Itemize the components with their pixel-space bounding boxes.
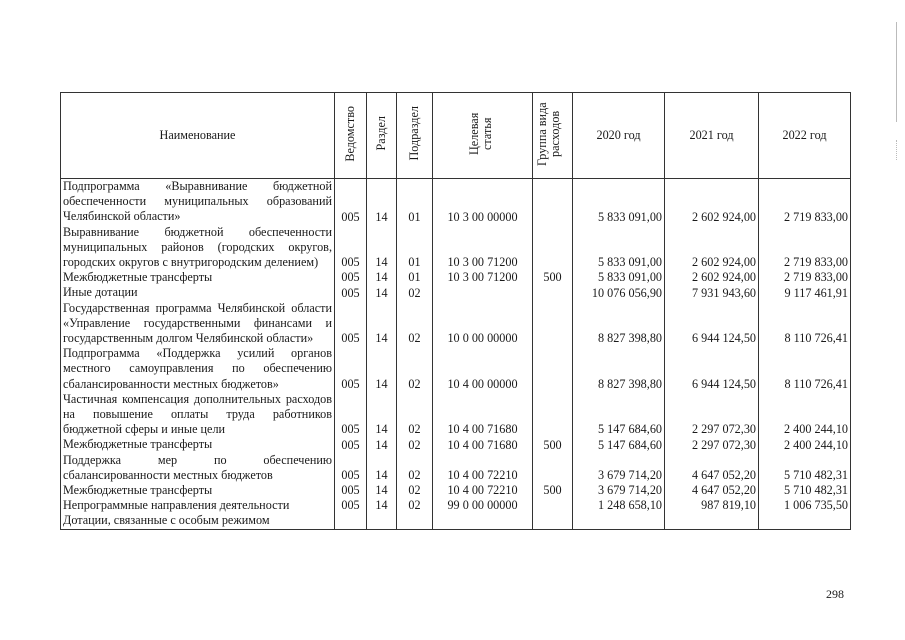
row-2021: 2 602 924,00 (665, 179, 759, 225)
row-dept: 005 (335, 498, 367, 513)
row-target: 10 0 00 00000 (433, 301, 533, 347)
row-target: 10 3 00 00000 (433, 179, 533, 225)
row-2020: 1 248 658,10 (573, 498, 665, 513)
row-section: 14 (367, 179, 397, 225)
row-2022: 8 110 726,41 (759, 346, 851, 392)
row-2022: 2 400 244,10 (759, 392, 851, 438)
row-2021: 6 944 124,50 (665, 301, 759, 347)
row-2020: 5 833 091,00 (573, 179, 665, 225)
table-row (61, 225, 851, 271)
table-row (61, 392, 851, 438)
header-group: Группа вида расходов (533, 93, 573, 179)
row-2020: 3 679 714,20 (573, 453, 665, 483)
row-subsection: 02 (397, 285, 433, 300)
row-dept: 005 (335, 270, 367, 285)
scan-edge-dots (894, 140, 897, 160)
table-row (61, 179, 851, 225)
row-2022: 2 719 833,00 (759, 179, 851, 225)
row-name: Межбюджетные трансферты (61, 483, 335, 498)
row-2020: 5 147 684,60 (573, 437, 665, 452)
row-dept: 005 (335, 346, 367, 392)
row-2022 (759, 513, 851, 529)
row-name: Подпрограмма «Поддержка усилий органов местного самоуправления по обеспечению сбалансированности местных бюджетов» (61, 346, 335, 392)
row-group (533, 285, 573, 300)
row-2020: 5 833 091,00 (573, 270, 665, 285)
row-target: 10 3 00 71200 (433, 270, 533, 285)
row-2022: 2 400 244,10 (759, 437, 851, 452)
row-subsection: 01 (397, 270, 433, 285)
row-name: Непрограммные направления деятельности (61, 498, 335, 513)
row-2021: 987 819,10 (665, 498, 759, 513)
row-target (433, 513, 533, 529)
row-name: Дотации, связанные с особым режимом (61, 513, 335, 529)
row-group: 500 (533, 437, 573, 452)
scan-edge-line (895, 22, 897, 122)
row-target: 99 0 00 00000 (433, 498, 533, 513)
row-subsection: 02 (397, 483, 433, 498)
row-2022: 5 710 482,31 (759, 453, 851, 483)
row-2021: 2 602 924,00 (665, 225, 759, 271)
row-name: Частичная компенсация дополнительных расходов на повышение оплаты труда работников бюджетной сферы и иные цели (61, 392, 335, 438)
row-2020: 8 827 398,80 (573, 346, 665, 392)
row-subsection: 01 (397, 225, 433, 271)
row-2022: 5 710 482,31 (759, 483, 851, 498)
row-2021: 2 602 924,00 (665, 270, 759, 285)
row-group (533, 225, 573, 271)
row-dept: 005 (335, 392, 367, 438)
header-2022: 2022 год (759, 93, 851, 179)
row-dept: 005 (335, 179, 367, 225)
table-row (61, 498, 851, 513)
row-section: 14 (367, 301, 397, 347)
row-2020: 5 147 684,60 (573, 392, 665, 438)
row-subsection: 02 (397, 498, 433, 513)
header-name: Наименование (61, 93, 335, 179)
row-group: 500 (533, 483, 573, 498)
row-2022: 1 006 735,50 (759, 498, 851, 513)
row-2021: 2 297 072,30 (665, 392, 759, 438)
budget-table (60, 92, 851, 530)
header-dept: Ведомство (335, 93, 367, 179)
row-group (533, 513, 573, 529)
row-2020: 5 833 091,00 (573, 225, 665, 271)
row-section: 14 (367, 392, 397, 438)
row-dept: 005 (335, 453, 367, 483)
table-row (61, 513, 851, 529)
row-dept: 005 (335, 483, 367, 498)
row-section: 14 (367, 453, 397, 483)
row-subsection: 01 (397, 179, 433, 225)
row-group (533, 301, 573, 347)
row-group (533, 179, 573, 225)
row-target (433, 285, 533, 300)
row-2020: 10 076 056,90 (573, 285, 665, 300)
row-name: Подпрограмма «Выравнивание бюджетной обеспеченности муниципальных образований Челябинской области» (61, 179, 335, 225)
row-subsection (397, 513, 433, 529)
header-section: Раздел (367, 93, 397, 179)
row-target: 10 4 00 71680 (433, 437, 533, 452)
row-subsection: 02 (397, 392, 433, 438)
page-number: 298 (826, 587, 844, 601)
row-group (533, 498, 573, 513)
row-section: 14 (367, 437, 397, 452)
row-subsection: 02 (397, 301, 433, 347)
row-section: 14 (367, 498, 397, 513)
header-2020: 2020 год (573, 93, 665, 179)
row-2020: 3 679 714,20 (573, 483, 665, 498)
table-row (61, 285, 851, 300)
row-section: 14 (367, 225, 397, 271)
row-subsection: 02 (397, 346, 433, 392)
table-row (61, 483, 851, 498)
row-name: Поддержка мер по обеспечению сбалансированности местных бюджетов (61, 453, 335, 483)
row-group (533, 346, 573, 392)
row-name: Государственная программа Челябинской области «Управление государственными финансами и государственным долгом Челябинской области» (61, 301, 335, 347)
table-header-row (61, 93, 851, 179)
row-group (533, 392, 573, 438)
row-section: 14 (367, 285, 397, 300)
row-dept: 005 (335, 285, 367, 300)
row-target: 10 4 00 00000 (433, 346, 533, 392)
row-group: 500 (533, 270, 573, 285)
table-row (61, 346, 851, 392)
row-name: Выравнивание бюджетной обеспеченности муниципальных районов (городских округов, городских округов с внутригородским делением) (61, 225, 335, 271)
row-2021 (665, 513, 759, 529)
row-2020: 8 827 398,80 (573, 301, 665, 347)
row-section: 14 (367, 483, 397, 498)
row-name: Иные дотации (61, 285, 335, 300)
row-target: 10 4 00 72210 (433, 453, 533, 483)
row-2020 (573, 513, 665, 529)
row-subsection: 02 (397, 453, 433, 483)
row-target: 10 4 00 72210 (433, 483, 533, 498)
row-2022: 2 719 833,00 (759, 225, 851, 271)
row-section (367, 513, 397, 529)
header-2021: 2021 год (665, 93, 759, 179)
row-dept: 005 (335, 437, 367, 452)
row-target: 10 3 00 71200 (433, 225, 533, 271)
table-row (61, 301, 851, 347)
row-name: Межбюджетные трансферты (61, 437, 335, 452)
row-2022: 2 719 833,00 (759, 270, 851, 285)
row-group (533, 453, 573, 483)
row-subsection: 02 (397, 437, 433, 452)
row-dept: 005 (335, 225, 367, 271)
header-subsection: Подраздел (397, 93, 433, 179)
row-2021: 4 647 052,20 (665, 483, 759, 498)
row-2021: 7 931 943,60 (665, 285, 759, 300)
row-section: 14 (367, 346, 397, 392)
row-2021: 4 647 052,20 (665, 453, 759, 483)
row-dept (335, 513, 367, 529)
row-2021: 6 944 124,50 (665, 346, 759, 392)
header-target: Целевая статья (433, 93, 533, 179)
row-section: 14 (367, 270, 397, 285)
row-2022: 9 117 461,91 (759, 285, 851, 300)
row-dept: 005 (335, 301, 367, 347)
row-2022: 8 110 726,41 (759, 301, 851, 347)
table-row (61, 270, 851, 285)
row-target: 10 4 00 71680 (433, 392, 533, 438)
table-row (61, 453, 851, 483)
row-name: Межбюджетные трансферты (61, 270, 335, 285)
table-row (61, 437, 851, 452)
row-2021: 2 297 072,30 (665, 437, 759, 452)
